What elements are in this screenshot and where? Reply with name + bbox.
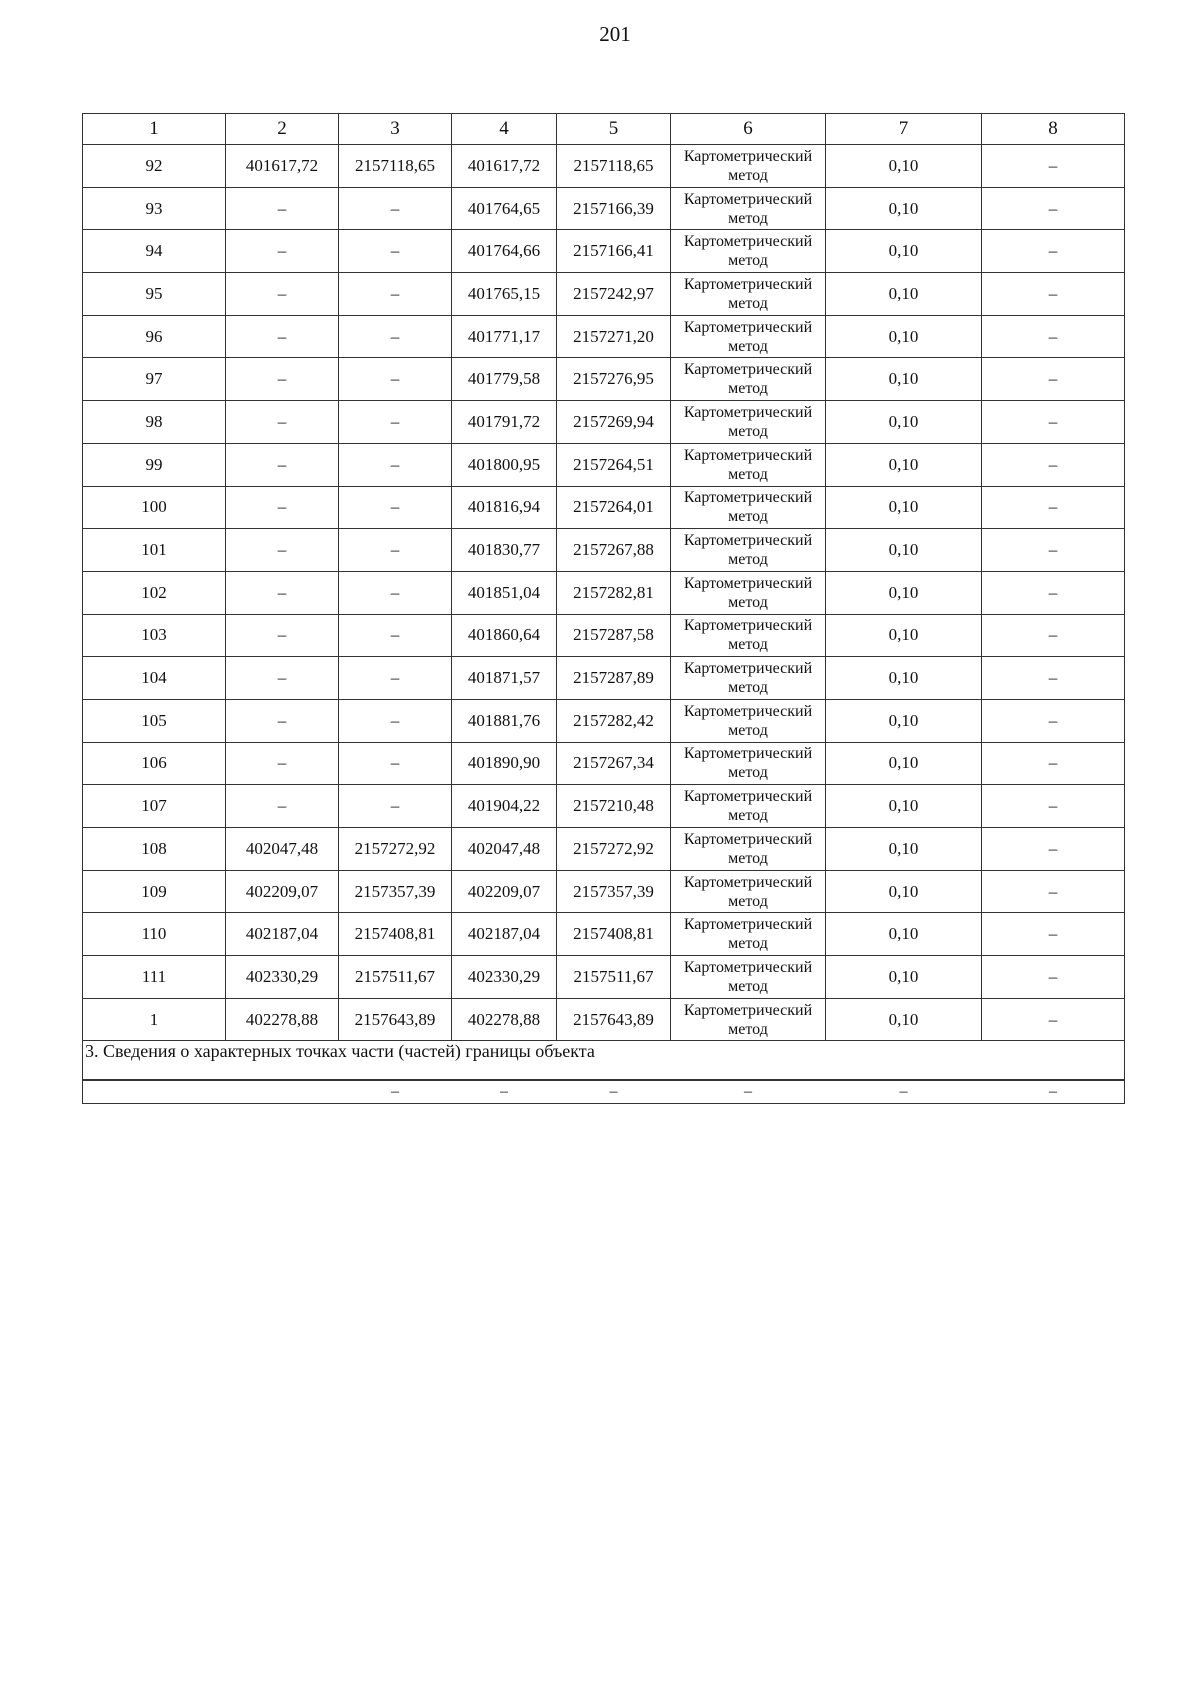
table-cell: 402047,48 bbox=[452, 828, 557, 871]
table-cell: 0,10 bbox=[826, 870, 982, 913]
table-cell: 96 bbox=[83, 315, 226, 358]
method-text: метод bbox=[728, 252, 768, 270]
method-text: Картометрический bbox=[683, 361, 813, 379]
table-cell: – bbox=[671, 1080, 826, 1104]
method-text: метод bbox=[728, 892, 768, 910]
table-cell: 111 bbox=[83, 956, 226, 999]
table-cell: 2157511,67 bbox=[339, 956, 452, 999]
table-cell: 402209,07 bbox=[452, 870, 557, 913]
table-cell: 2157264,01 bbox=[557, 486, 671, 529]
table-cell: 401904,22 bbox=[452, 785, 557, 828]
table-cell: – bbox=[226, 273, 339, 316]
table-cell: – bbox=[982, 828, 1125, 871]
table-cell: 401800,95 bbox=[452, 443, 557, 486]
table-cell: 0,10 bbox=[826, 571, 982, 614]
table-row bbox=[83, 742, 1125, 785]
method-text: Картометрический bbox=[683, 318, 813, 336]
method-text: метод bbox=[728, 764, 768, 782]
method-cell bbox=[671, 913, 826, 956]
table-cell: 0,10 bbox=[826, 315, 982, 358]
table-cell: 1 bbox=[83, 998, 226, 1041]
table-cell: 401764,65 bbox=[452, 187, 557, 230]
table-cell: 0,10 bbox=[826, 529, 982, 572]
table-cell: 401816,94 bbox=[452, 486, 557, 529]
table-cell: – bbox=[339, 529, 452, 572]
table-cell: 401779,58 bbox=[452, 358, 557, 401]
table-cell: 0,10 bbox=[826, 443, 982, 486]
table-cell: – bbox=[226, 785, 339, 828]
table-cell: 2157166,39 bbox=[557, 187, 671, 230]
table-cell: 2157511,67 bbox=[557, 956, 671, 999]
table-cell: 401764,66 bbox=[452, 230, 557, 273]
section-3-title: 3. Сведения о характерных точках части (частей) границы объекта bbox=[83, 1041, 1125, 1081]
table-cell: 2157271,20 bbox=[557, 315, 671, 358]
table-cell: – bbox=[226, 443, 339, 486]
method-text: Картометрический bbox=[683, 190, 813, 208]
table-cell: 2157242,97 bbox=[557, 273, 671, 316]
table-cell: 2157118,65 bbox=[339, 145, 452, 188]
table-cell: 107 bbox=[83, 785, 226, 828]
method-text: Картометрический bbox=[683, 403, 813, 421]
table-cell: 402330,29 bbox=[226, 956, 339, 999]
method-text: метод bbox=[728, 209, 768, 227]
table-cell: – bbox=[339, 187, 452, 230]
method-text: метод bbox=[728, 636, 768, 654]
table-cell: – bbox=[339, 358, 452, 401]
method-text: Картометрический bbox=[683, 147, 813, 165]
table-cell: 2157643,89 bbox=[557, 998, 671, 1041]
table-row bbox=[83, 1080, 1125, 1104]
table-cell: 0,10 bbox=[826, 401, 982, 444]
table-cell: 402209,07 bbox=[226, 870, 339, 913]
table-cell: 402047,48 bbox=[226, 828, 339, 871]
method-text: Картометрический bbox=[683, 830, 813, 848]
table-cell: – bbox=[982, 529, 1125, 572]
method-text: Картометрический bbox=[683, 873, 813, 891]
table-cell: – bbox=[226, 529, 339, 572]
table-cell: 2157287,58 bbox=[557, 614, 671, 657]
table-cell: 2157282,42 bbox=[557, 699, 671, 742]
table-row bbox=[83, 145, 1125, 188]
method-cell bbox=[671, 828, 826, 871]
table-cell: – bbox=[226, 486, 339, 529]
method-text: Картометрический bbox=[683, 233, 813, 251]
table-row bbox=[83, 230, 1125, 273]
method-cell bbox=[671, 401, 826, 444]
table-cell: 2157282,81 bbox=[557, 571, 671, 614]
table-cell: – bbox=[982, 614, 1125, 657]
method-cell bbox=[671, 529, 826, 572]
table-cell: 105 bbox=[83, 699, 226, 742]
coordinates-table bbox=[82, 113, 1125, 1104]
table-row bbox=[83, 529, 1125, 572]
method-text: Картометрический bbox=[683, 574, 813, 592]
table-cell: 0,10 bbox=[826, 230, 982, 273]
method-text: метод bbox=[728, 1020, 768, 1038]
table-row bbox=[83, 401, 1125, 444]
table-cell: 402187,04 bbox=[226, 913, 339, 956]
table-cell: 401617,72 bbox=[226, 145, 339, 188]
table-cell: – bbox=[226, 742, 339, 785]
table-cell: 2157408,81 bbox=[339, 913, 452, 956]
column-header: 7 bbox=[826, 114, 982, 145]
table-cell: 108 bbox=[83, 828, 226, 871]
column-header: 1 bbox=[83, 114, 226, 145]
table-cell bbox=[226, 1080, 339, 1104]
table-cell: – bbox=[226, 699, 339, 742]
table-row bbox=[83, 443, 1125, 486]
column-header: 3 bbox=[339, 114, 452, 145]
table-cell: – bbox=[339, 401, 452, 444]
table-row bbox=[83, 315, 1125, 358]
method-text: метод bbox=[728, 593, 768, 611]
table-cell: 0,10 bbox=[826, 614, 982, 657]
method-text: Картометрический bbox=[683, 745, 813, 763]
table-cell: 401890,90 bbox=[452, 742, 557, 785]
table-cell: 110 bbox=[83, 913, 226, 956]
page-number: 201 bbox=[599, 22, 631, 46]
table-cell: – bbox=[226, 187, 339, 230]
table-cell: 401617,72 bbox=[452, 145, 557, 188]
method-text: метод bbox=[728, 721, 768, 739]
column-header: 4 bbox=[452, 114, 557, 145]
points-body bbox=[83, 145, 1125, 1041]
table-cell: 2157276,95 bbox=[557, 358, 671, 401]
method-cell bbox=[671, 571, 826, 614]
table-cell: 402330,29 bbox=[452, 956, 557, 999]
table-row bbox=[83, 956, 1125, 999]
table-cell: – bbox=[982, 785, 1125, 828]
table-row bbox=[83, 358, 1125, 401]
table-row bbox=[83, 273, 1125, 316]
table-cell: 92 bbox=[83, 145, 226, 188]
column-header: 8 bbox=[982, 114, 1125, 145]
table-cell: – bbox=[982, 443, 1125, 486]
method-text: Картометрический bbox=[683, 532, 813, 550]
method-text: метод bbox=[728, 551, 768, 569]
table-cell: – bbox=[339, 1080, 452, 1104]
table-cell: 0,10 bbox=[826, 187, 982, 230]
method-text: Картометрический bbox=[683, 788, 813, 806]
table-cell: 106 bbox=[83, 742, 226, 785]
table-cell: 2157643,89 bbox=[339, 998, 452, 1041]
method-cell bbox=[671, 230, 826, 273]
table-cell: 93 bbox=[83, 187, 226, 230]
method-text: Картометрический bbox=[683, 617, 813, 635]
table-cell: 2157264,51 bbox=[557, 443, 671, 486]
table-cell: 401830,77 bbox=[452, 529, 557, 572]
table-cell bbox=[83, 1080, 226, 1104]
method-cell bbox=[671, 785, 826, 828]
table-cell: 0,10 bbox=[826, 785, 982, 828]
table-row bbox=[83, 571, 1125, 614]
method-text: метод bbox=[728, 294, 768, 312]
table-cell: 2157357,39 bbox=[339, 870, 452, 913]
table-cell: – bbox=[339, 315, 452, 358]
table-cell: 2157210,48 bbox=[557, 785, 671, 828]
table-cell: – bbox=[982, 699, 1125, 742]
table-cell: 2157166,41 bbox=[557, 230, 671, 273]
table-cell: 401881,76 bbox=[452, 699, 557, 742]
table-cell: – bbox=[339, 657, 452, 700]
table-cell: – bbox=[339, 443, 452, 486]
table-cell: 102 bbox=[83, 571, 226, 614]
method-text: метод bbox=[728, 465, 768, 483]
table-row bbox=[83, 187, 1125, 230]
method-cell bbox=[671, 358, 826, 401]
method-cell bbox=[671, 657, 826, 700]
method-cell bbox=[671, 315, 826, 358]
table-row bbox=[83, 614, 1125, 657]
method-cell bbox=[671, 870, 826, 913]
table-cell: – bbox=[982, 315, 1125, 358]
method-cell bbox=[671, 956, 826, 999]
method-text: метод bbox=[728, 849, 768, 867]
table-cell: 401791,72 bbox=[452, 401, 557, 444]
method-cell bbox=[671, 998, 826, 1041]
table-cell: – bbox=[982, 571, 1125, 614]
table-cell: – bbox=[982, 998, 1125, 1041]
table-cell: 401771,17 bbox=[452, 315, 557, 358]
table-cell: 95 bbox=[83, 273, 226, 316]
method-text: метод bbox=[728, 935, 768, 953]
table-cell: – bbox=[982, 486, 1125, 529]
table-cell: 401860,64 bbox=[452, 614, 557, 657]
table-cell: 2157408,81 bbox=[557, 913, 671, 956]
column-header: 6 bbox=[671, 114, 826, 145]
table-cell: – bbox=[982, 1080, 1125, 1104]
table-cell: – bbox=[982, 230, 1125, 273]
table-cell: – bbox=[982, 657, 1125, 700]
header-row bbox=[83, 114, 1125, 145]
table-row bbox=[83, 998, 1125, 1041]
table-cell: 104 bbox=[83, 657, 226, 700]
table-cell: 2157357,39 bbox=[557, 870, 671, 913]
table-cell: 402278,88 bbox=[226, 998, 339, 1041]
method-cell bbox=[671, 742, 826, 785]
table-cell: 101 bbox=[83, 529, 226, 572]
table-cell: – bbox=[339, 571, 452, 614]
method-cell bbox=[671, 187, 826, 230]
table-cell: 2157272,92 bbox=[557, 828, 671, 871]
table-cell: – bbox=[982, 956, 1125, 999]
table-cell: 99 bbox=[83, 443, 226, 486]
table-cell: – bbox=[339, 785, 452, 828]
table-cell: 401765,15 bbox=[452, 273, 557, 316]
table-cell: 0,10 bbox=[826, 145, 982, 188]
table-cell: 0,10 bbox=[826, 998, 982, 1041]
table-cell: – bbox=[982, 273, 1125, 316]
table-cell: 0,10 bbox=[826, 273, 982, 316]
table-cell: 2157287,89 bbox=[557, 657, 671, 700]
method-text: метод bbox=[728, 337, 768, 355]
column-header: 5 bbox=[557, 114, 671, 145]
method-text: Картометрический bbox=[683, 958, 813, 976]
table-cell: – bbox=[339, 742, 452, 785]
method-text: метод bbox=[728, 977, 768, 995]
table-cell: – bbox=[826, 1080, 982, 1104]
table-cell: – bbox=[339, 699, 452, 742]
method-cell bbox=[671, 614, 826, 657]
table-cell: 97 bbox=[83, 358, 226, 401]
method-text: метод bbox=[728, 166, 768, 184]
method-text: Картометрический bbox=[683, 275, 813, 293]
method-cell bbox=[671, 273, 826, 316]
table-cell: 98 bbox=[83, 401, 226, 444]
table-cell: – bbox=[226, 401, 339, 444]
method-cell bbox=[671, 699, 826, 742]
method-text: метод bbox=[728, 679, 768, 697]
table-cell: 402187,04 bbox=[452, 913, 557, 956]
table-cell: – bbox=[226, 614, 339, 657]
method-text: Картометрический bbox=[683, 489, 813, 507]
table-cell: 100 bbox=[83, 486, 226, 529]
table-cell: 2157118,65 bbox=[557, 145, 671, 188]
table-cell: – bbox=[226, 315, 339, 358]
table-cell: 401851,04 bbox=[452, 571, 557, 614]
table-cell: 402278,88 bbox=[452, 998, 557, 1041]
table-cell: 2157267,34 bbox=[557, 742, 671, 785]
table-cell: 0,10 bbox=[826, 486, 982, 529]
table-cell: 0,10 bbox=[826, 956, 982, 999]
table-cell: – bbox=[982, 913, 1125, 956]
table-cell: 2157269,94 bbox=[557, 401, 671, 444]
table-cell: 401871,57 bbox=[452, 657, 557, 700]
table-row bbox=[83, 699, 1125, 742]
table-row bbox=[83, 828, 1125, 871]
method-cell bbox=[671, 443, 826, 486]
table-cell: 103 bbox=[83, 614, 226, 657]
table-cell: 0,10 bbox=[826, 358, 982, 401]
table-cell: – bbox=[226, 230, 339, 273]
table-cell: – bbox=[982, 742, 1125, 785]
table-cell: 0,10 bbox=[826, 699, 982, 742]
method-text: Картометрический bbox=[683, 916, 813, 934]
table-cell: 2157267,88 bbox=[557, 529, 671, 572]
table-cell: 0,10 bbox=[826, 913, 982, 956]
table-cell: – bbox=[982, 145, 1125, 188]
table-cell: – bbox=[452, 1080, 557, 1104]
method-text: метод bbox=[728, 380, 768, 398]
table-cell: – bbox=[226, 657, 339, 700]
method-cell bbox=[671, 486, 826, 529]
table-cell: – bbox=[982, 870, 1125, 913]
method-text: метод bbox=[728, 807, 768, 825]
table-cell: 0,10 bbox=[826, 657, 982, 700]
method-text: Картометрический bbox=[683, 660, 813, 678]
table-cell: 2157272,92 bbox=[339, 828, 452, 871]
table-cell: – bbox=[982, 401, 1125, 444]
method-text: метод bbox=[728, 422, 768, 440]
table-cell: – bbox=[226, 571, 339, 614]
table-cell: – bbox=[339, 486, 452, 529]
table-cell: 94 bbox=[83, 230, 226, 273]
table-cell: 0,10 bbox=[826, 742, 982, 785]
table-cell: – bbox=[339, 614, 452, 657]
column-header: 2 bbox=[226, 114, 339, 145]
table-row bbox=[83, 657, 1125, 700]
method-text: Картометрический bbox=[683, 446, 813, 464]
table-cell: – bbox=[339, 230, 452, 273]
table-row bbox=[83, 870, 1125, 913]
section-3-row bbox=[83, 1041, 1125, 1081]
table-cell: – bbox=[339, 273, 452, 316]
table-row bbox=[83, 785, 1125, 828]
table-cell: – bbox=[226, 358, 339, 401]
table-row bbox=[83, 913, 1125, 956]
table-cell: 109 bbox=[83, 870, 226, 913]
table-cell: – bbox=[982, 358, 1125, 401]
table-cell: 0,10 bbox=[826, 828, 982, 871]
method-text: Картометрический bbox=[683, 702, 813, 720]
table-row bbox=[83, 486, 1125, 529]
method-cell bbox=[671, 145, 826, 188]
table-cell: – bbox=[557, 1080, 671, 1104]
method-text: метод bbox=[728, 508, 768, 526]
table-cell: – bbox=[982, 187, 1125, 230]
method-text: Картометрический bbox=[683, 1001, 813, 1019]
